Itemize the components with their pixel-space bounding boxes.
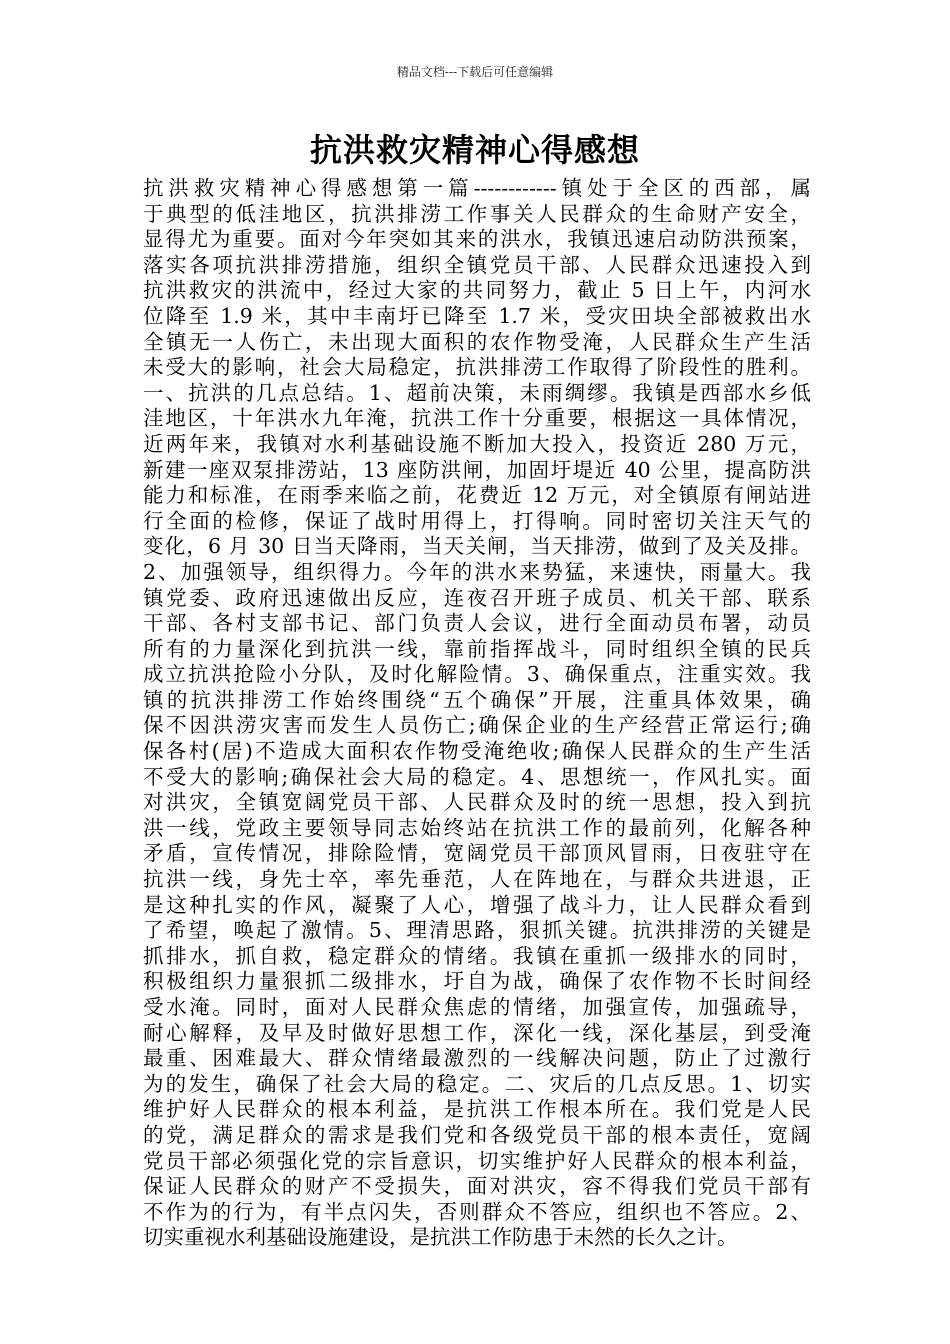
body-line: 最重、困难最大、群众情绪最激烈的一线解决问题，防止了过激行: [143, 1046, 811, 1071]
body-line: 耐心解释，及早及时做好思想工作，深化一线，深化基层，到受淹: [143, 1020, 811, 1045]
body-line: 了希望，唤起了激情。5、理清思路，狠抓关键。抗洪排涝的关键是: [143, 918, 811, 943]
body-line: 位降至 1.9 米，其中丰南圩已降至 1.7 米，受灾田块全部被救出水: [143, 303, 811, 328]
body-line: 抗洪救灾的洪流中，经过大家的共同努力，截止 5 日上午，内河水: [143, 278, 811, 303]
page-header: 精品文档---下载后可任意编辑: [396, 65, 554, 79]
body-line: 是这种扎实的作风，凝聚了人心，增强了战斗力，让人民群众看到: [143, 892, 811, 917]
body-line: 积极组织力量狠抓二级排水，圩自为战，确保了农作物不长时间经: [143, 969, 811, 994]
document-body: [143, 176, 811, 1251]
body-line: 的党，满足群众的需求是我们党和各级党员干部的根本责任，宽阔: [143, 1122, 811, 1147]
body-line: 切实重视水利基础设施建设，是抗洪工作防患于未然的长久之计。: [143, 1225, 738, 1250]
body-line: 抗洪救灾精神心得感想第一篇------------镇处于全区的西部，属: [143, 176, 811, 200]
body-line: 抓排水，抓自救，稳定群众的情绪。我镇在重抓一级排水的同时，: [143, 943, 811, 968]
body-line: 行全面的检修，保证了战时用得上，打得响。同时密切关注天气的: [143, 508, 811, 533]
body-line: 变化，6 月 30 日当天降雨，当天关闸，当天排涝，做到了及关及排。: [143, 534, 811, 559]
body-line: 于典型的低洼地区，抗洪排涝工作事关人民群众的生命财产安全，: [143, 201, 811, 226]
body-line: 显得尤为重要。面对今年突如其来的洪水，我镇迅速启动防洪预案，: [143, 227, 811, 252]
body-line: 镇的抗洪排涝工作始终围绕“五个确保”开展，注重具体效果，确: [143, 687, 811, 712]
body-line: 所有的力量深化到抗洪一线，靠前指挥战斗，同时组织全镇的民兵: [143, 636, 811, 661]
body-line: 党员干部必须强化党的宗旨意识，切实维护好人民群众的根本利益，: [143, 1148, 811, 1173]
body-line: 不受大的影响;确保社会大局的稳定。4、思想统一，作风扎实。面: [143, 764, 811, 789]
body-line: 能力和标准，在雨季来临之前，花费近 12 万元，对全镇原有闸站进: [143, 483, 811, 508]
body-line: 为的发生，确保了社会大局的稳定。二、灾后的几点反思。1、切实: [143, 1071, 811, 1096]
body-line: 洪一线，党政主要领导同志始终站在抗洪工作的最前列，化解各种: [143, 815, 811, 840]
body-line: 新建一座双泵排涝站，13 座防洪闸，加固圩堤近 40 公里，提高防洪: [143, 457, 811, 482]
body-line: 镇党委、政府迅速做出反应，连夜召开班子成员、机关干部、联系: [143, 585, 811, 610]
body-line: 保不因洪涝灾害而发生人员伤亡;确保企业的生产经营正常运行;确: [143, 713, 811, 738]
body-line: 矛盾，宣传情况，排除险情，宽阔党员干部顶风冒雨，日夜驻守在: [143, 841, 811, 866]
body-line: 抗洪一线，身先士卒，率先垂范，人在阵地在，与群众共进退，正: [143, 867, 811, 892]
body-line: 未受大的影响，社会大局稳定，抗洪排涝工作取得了阶段性的胜利。: [143, 355, 811, 380]
document-title: 抗洪救灾精神心得感想: [309, 131, 640, 169]
body-line: 落实各项抗洪排涝措施，组织全镇党员干部、人民群众迅速投入到: [143, 252, 811, 277]
body-line: 保证人民群众的财产不受损失，面对洪灾，容不得我们党员干部有: [143, 1174, 811, 1199]
body-line: 保各村(居)不造成大面积农作物受淹绝收;确保人民群众的生产生活: [143, 739, 811, 764]
body-line: 维护好人民群众的根本利益，是抗洪工作根本所在。我们党是人民: [143, 1097, 811, 1122]
body-line: 干部、各村支部书记、部门负责人会议，进行全面动员布署，动员: [143, 611, 811, 636]
body-line: 2、加强领导，组织得力。今年的洪水来势猛，来速快，雨量大。我: [143, 559, 811, 584]
body-line: 全镇无一人伤亡，未出现大面积的农作物受淹，人民群众生产生活: [143, 329, 811, 354]
body-line: 不作为的行为，有半点闪失，否则群众不答应，组织也不答应。2、: [143, 1199, 811, 1224]
body-line: 对洪灾，全镇宽阔党员干部、人民群众及时的统一思想，投入到抗: [143, 790, 811, 815]
body-line: 一、抗洪的几点总结。1、超前决策，未雨绸缪。我镇是西部水乡低: [143, 380, 811, 405]
body-line: 成立抗洪抢险小分队，及时化解险情。3、确保重点，注重实效。我: [143, 662, 811, 687]
body-line: 近两年来，我镇对水利基础设施不断加大投入，投资近 280 万元，: [143, 431, 811, 456]
body-line: 洼地区，十年洪水九年淹，抗洪工作十分重要，根据这一具体情况，: [143, 406, 811, 431]
body-line: 受水淹。同时，面对人民群众焦虑的情绪，加强宣传，加强疏导，: [143, 995, 811, 1019]
